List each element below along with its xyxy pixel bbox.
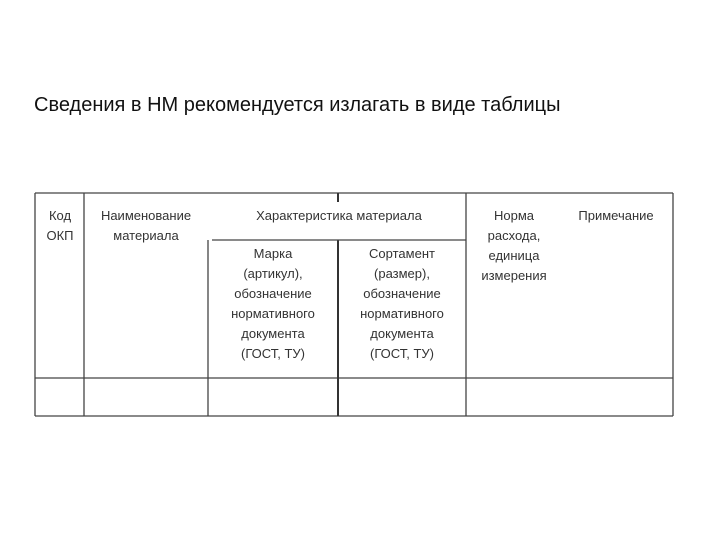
header-sortament-line: Сортамент [369,246,435,261]
header-norm-line: единица [488,248,540,263]
header-mark-line: (артикул), [243,266,303,281]
header-code-line: ОКП [46,228,74,243]
header-sortament-line: обозначение [363,286,441,301]
header-name-line: Наименование [100,208,192,223]
header-mark-line: (ГОСТ, ТУ) [241,346,305,361]
header-name-line: материала [113,228,179,243]
header-characteristic-label: Характеристика материала [256,208,422,223]
header-mark [208,244,338,364]
header-mark-line: обозначение [234,286,312,301]
header-name [86,206,206,246]
header-note-label: Примечание [578,208,654,223]
header-mark-line: нормативного [231,306,315,321]
header-norm [466,206,562,286]
header-sortament-line: (размер), [374,266,430,281]
header-sortament-line: (ГОСТ, ТУ) [370,346,434,361]
header-norm-line: расхода, [487,228,541,243]
header-norm-line: Норма [493,208,534,223]
header-sortament [338,244,466,364]
slide-title: Сведения в НМ рекомендуется излагать в виде таблицы [34,94,561,116]
header-mark-line: Марка [253,246,293,261]
header-characteristic [212,206,466,226]
header-norm-line: измерения [481,268,547,283]
header-code-line: Код [48,208,72,223]
header-mark-line: документа [241,326,305,341]
header-note [562,206,670,226]
header-code [36,206,84,246]
header-sortament-line: нормативного [360,306,444,321]
header-sortament-line: документа [370,326,434,341]
